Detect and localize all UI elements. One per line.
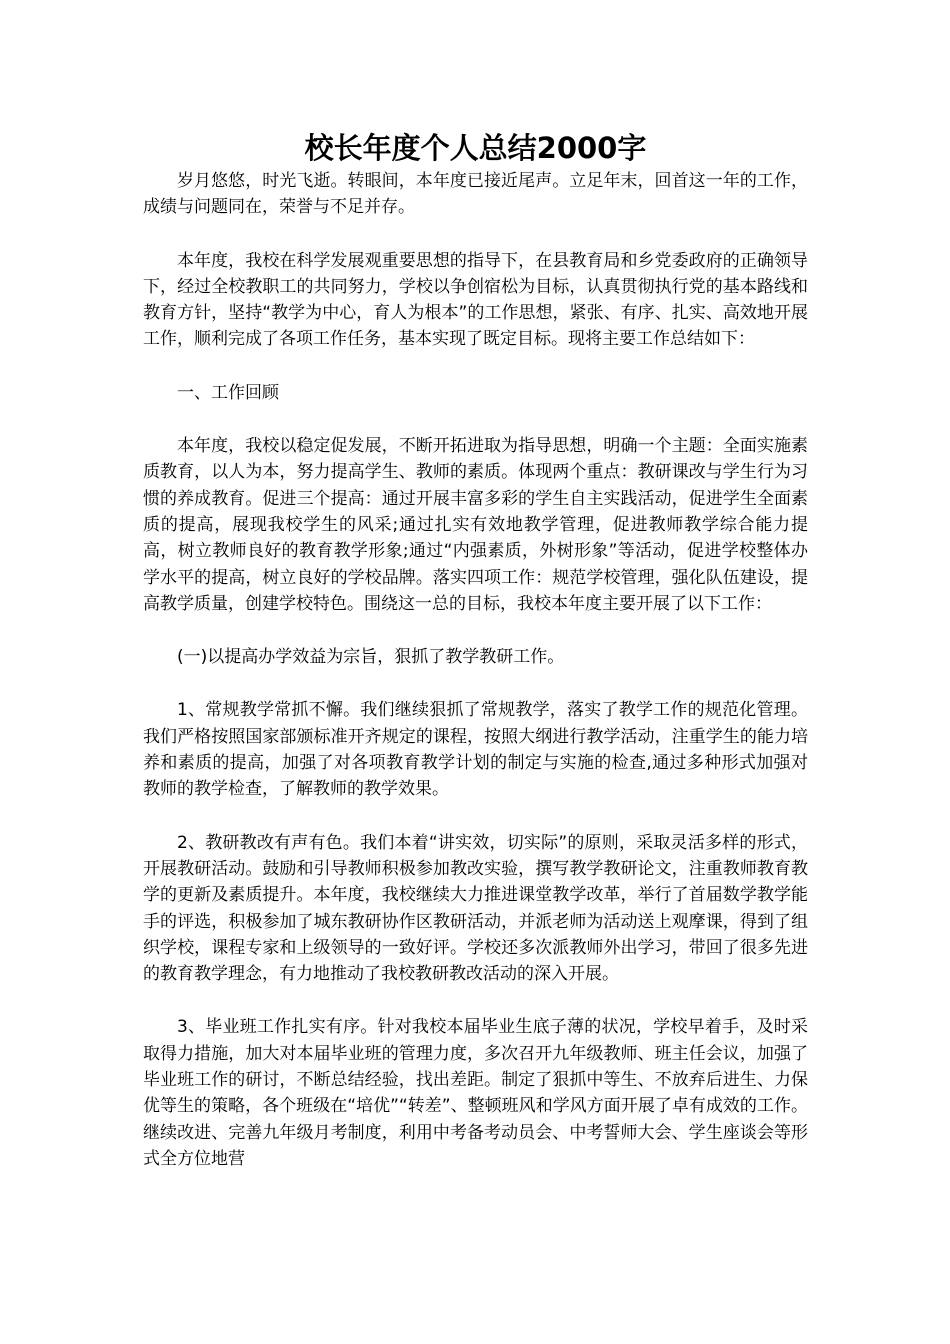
paragraph-teaching-research: 2、教研教改有声有色。我们本着“讲实效，切实际”的原则，采取灵活多样的形式，开展教研活动。鼓励和引导教师积极参加教改实验，撰写教学教研论文，注重教师教育教学的更新及素质提升。本年度，我校继续大力推进课堂教学改革，举行了首届数学教学能手的评选，积极参加了城东教研协作区教研活动，并派老师为活动送上观摩课，得到了组织学校，课程专家和上级领导的一致好评。学校还多次派教师外出学习，带回了很多先进的教育教学理念，有力地推动了我校教研教改活动的深入开展。: [143, 832, 808, 985]
subsection-heading-teaching: (一)以提高办学效益为宗旨，狠抓了教学教研工作。: [177, 647, 565, 668]
paragraph-intro: 岁月悠悠，时光飞逝。转眼间，本年度已接近尾声。立足年末，回首这一年的工作，成绩与问题同在，荣誉与不足并存。: [143, 171, 808, 218]
paragraph-routine-teaching: 1、常规教学常抓不懈。我们继续狠抓了常规教学，落实了教学工作的规范化管理。我们严格按照国家部颁标准开齐规定的课程，按照大纲进行教学活动，注重学生的能力培养和素质的提高，加强了对各项教育教学计划的制定与实施的检查,通过多种形式加强对教师的教学检查，了解教师的教学效果。: [143, 700, 808, 800]
paragraph-work-review: 本年度，我校以稳定促发展，不断开拓进取为指导思想，明确一个主题：全面实施素质教育，以人为本，努力提高学生、教师的素质。体现两个重点：教研课改与学生行为习惯的养成教育。促进三个提高：通过开展丰富多彩的学生自主实践活动，促进学生全面素质的提高，展现我校学生的风采;通过扎实有效地教学管理，促进教师教学综合能力提高，树立教师良好的教育教学形象;通过“内强素质，外树形象”等活动，促进学校整体办学水平的提高，树立良好的学校品牌。落实四项工作：规范学校管理，强化队伍建设，提高教学质量，创建学校特色。围绕这一总的目标，我校本年度主要开展了以下工作：: [143, 436, 808, 614]
section-heading-work-review: 一、工作回顾: [177, 382, 279, 403]
document-page: [143, 128, 808, 1172]
paragraph-overview: 本年度，我校在科学发展观重要思想的指导下，在县教育局和乡党委政府的正确领导下，经过全校教职工的共同努力，学校以争创宿松为目标，认真贯彻执行党的基本路线和教育方针，坚持“教学为中心，育人为根本”的工作思想，紧张、有序、扎实、高效地开展工作，顺利完成了各项工作任务，基本实现了既定目标。现将主要工作总结如下：: [143, 250, 808, 350]
paragraph-graduating-class: 3、毕业班工作扎实有序。针对我校本届毕业生底子薄的状况，学校早着手，及时采取得力措施，加大对本届毕业班的管理力度，多次召开九年级教师、班主任会议，加强了毕业班工作的研讨，不断总结经验，找出差距。制定了狠抓中等生、不放弃后进生、力保优等生的策略，各个班级在“培优”“转差”、整顿班风和学风方面开展了卓有成效的工作。继续改进、完善九年级月考制度，利用中考备考动员会、中考誓师大会、学生座谈会等形式全方位地营: [143, 1017, 808, 1169]
document-title: 校长年度个人总结2000字: [304, 131, 647, 165]
